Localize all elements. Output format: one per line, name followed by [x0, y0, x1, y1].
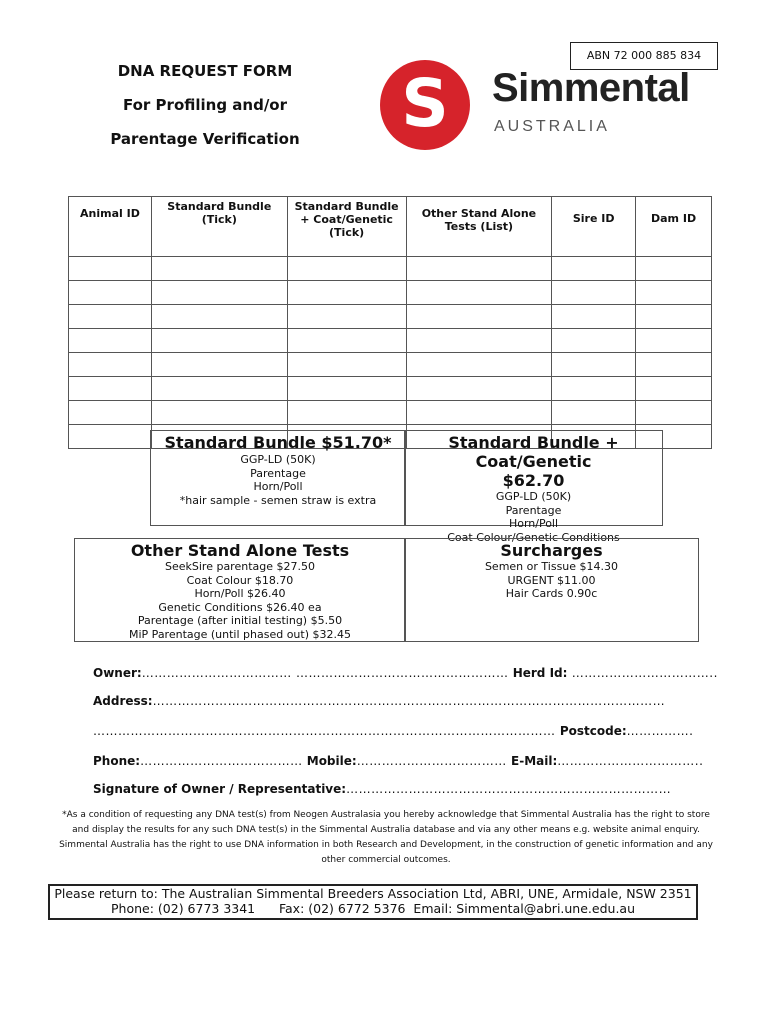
- table-cell[interactable]: [151, 353, 287, 377]
- address-label: Address:: [93, 694, 153, 708]
- list-item: GGP-LD (50K): [495, 490, 572, 503]
- table-cell[interactable]: [151, 377, 287, 401]
- surcharges-title: Surcharges: [500, 541, 603, 560]
- table-cell[interactable]: [69, 425, 152, 449]
- disclaimer-line: and display the results for any such DNA test(s) in the Simmental Australia database and via any other means e.g. website animal enquiry.: [72, 825, 700, 835]
- other-tests-title: Other Stand Alone Tests: [130, 541, 350, 560]
- mobile-field[interactable]: ………………………………: [356, 754, 512, 768]
- table-cell[interactable]: [287, 281, 406, 305]
- form-title: DNA REQUEST FORM: [117, 62, 293, 80]
- phone-field[interactable]: …………………………………: [140, 754, 303, 768]
- postcode-field[interactable]: …………….: [626, 724, 694, 738]
- return-address: Please return to: The Australian Simmental Breeders Association Ltd, ABRI, UNE, Armidale, NSW 2351: [54, 886, 692, 901]
- return-contact: Phone: (02) 6773 3341 Fax: (02) 6772 5376 Email: Simmental@abri.une.edu.au: [111, 901, 635, 916]
- table-cell[interactable]: [287, 305, 406, 329]
- email-field[interactable]: ……………………………..: [557, 754, 704, 768]
- coat-bundle-price: $62.70: [502, 471, 565, 490]
- table-cell[interactable]: [287, 257, 406, 281]
- herd-id-field[interactable]: ……………………………..: [567, 666, 718, 680]
- col-animal-id: Animal ID: [69, 197, 152, 257]
- table-cell[interactable]: [552, 401, 636, 425]
- table-cell[interactable]: [552, 329, 636, 353]
- table-cell[interactable]: [636, 281, 712, 305]
- table-cell[interactable]: [287, 329, 406, 353]
- postcode-label: Postcode:: [559, 724, 627, 738]
- table-cell[interactable]: [552, 257, 636, 281]
- return-address-box: [48, 884, 698, 920]
- table-row: [69, 353, 712, 377]
- table-cell[interactable]: [636, 257, 712, 281]
- address-row: [93, 694, 665, 708]
- list-item: Horn/Poll: [508, 517, 559, 530]
- list-item: MiP Parentage (until phased out) $32.45: [129, 627, 351, 641]
- table-row: [69, 329, 712, 353]
- address-line-2-row: [93, 724, 693, 738]
- table-cell[interactable]: [69, 257, 152, 281]
- col-coat-genetic: Standard Bundle + Coat/Genetic (Tick): [287, 197, 406, 257]
- table-row: [69, 257, 712, 281]
- animal-table: [68, 196, 712, 449]
- logo-wordmark: Simmental: [492, 66, 690, 110]
- list-item: *hair sample - semen straw is extra: [179, 493, 377, 507]
- table-cell[interactable]: [69, 377, 152, 401]
- table-cell[interactable]: [552, 305, 636, 329]
- table-cell[interactable]: [69, 305, 152, 329]
- table-cell[interactable]: [69, 353, 152, 377]
- table-cell[interactable]: [151, 305, 287, 329]
- standard-bundle-box: [150, 430, 406, 526]
- list-item: Parentage (after initial testing) $5.50: [137, 614, 343, 627]
- table-cell[interactable]: [69, 329, 152, 353]
- table-cell[interactable]: [552, 377, 636, 401]
- disclaimer: [36, 808, 736, 868]
- list-item: SeekSire parentage $27.50: [164, 560, 315, 573]
- phone-label: Phone:: [93, 754, 141, 768]
- signature-row: [93, 782, 671, 796]
- table-row: [69, 305, 712, 329]
- table-header-row: [69, 197, 712, 257]
- other-tests-box: [74, 538, 406, 642]
- coat-bundle-title: Standard Bundle + Coat/Genetic: [448, 433, 619, 471]
- list-item: Horn/Poll: [253, 480, 303, 493]
- herd-id-label: Herd Id:: [512, 666, 568, 680]
- contact-row: [93, 754, 703, 768]
- table-row: [69, 401, 712, 425]
- list-item: Parentage: [250, 466, 306, 480]
- list-item: Coat Colour/Genetic Conditions: [447, 530, 620, 544]
- table-cell[interactable]: [636, 329, 712, 353]
- disclaimer-line: other commercial outcomes.: [321, 855, 451, 865]
- logo-subtitle: AUSTRALIA: [494, 118, 610, 135]
- col-standard-bundle: Standard Bundle (Tick): [151, 197, 287, 257]
- address-line-2-field[interactable]: …………………………………………………………………………………………………: [93, 724, 560, 738]
- table-cell[interactable]: [151, 401, 287, 425]
- coat-genetic-bundle-box: [404, 430, 663, 544]
- table-cell[interactable]: [406, 257, 552, 281]
- table-cell[interactable]: [406, 353, 552, 377]
- table-cell[interactable]: [406, 377, 552, 401]
- owner-field[interactable]: ……………………………… ……………………………………………: [141, 666, 509, 680]
- table-cell[interactable]: [406, 329, 552, 353]
- table-cell[interactable]: [287, 377, 406, 401]
- table-cell[interactable]: [406, 281, 552, 305]
- standard-bundle-title: Standard Bundle $51.70*: [164, 433, 392, 452]
- list-item: Semen or Tissue $14.30: [484, 560, 619, 573]
- list-item: URGENT $11.00: [507, 573, 596, 587]
- table-row: [69, 281, 712, 305]
- list-item: Genetic Conditions $26.40 ea: [158, 600, 322, 614]
- list-item: GGP-LD (50K): [240, 453, 316, 466]
- table-cell[interactable]: [406, 305, 552, 329]
- col-other-tests: Other Stand Alone Tests (List): [406, 197, 552, 257]
- logo-letter: S: [401, 65, 449, 142]
- col-dam-id: Dam ID: [636, 197, 712, 257]
- address-field[interactable]: ……………………………………………………………………………………………………………: [152, 694, 666, 708]
- table-cell[interactable]: [406, 401, 552, 425]
- table-cell[interactable]: [287, 353, 406, 377]
- disclaimer-line: Simmental Australia has the right to use DNA information in both Research and Development, in the construction of genetic information and any: [59, 840, 713, 850]
- list-item: Coat Colour $18.70: [186, 573, 294, 587]
- owner-row: [93, 666, 718, 680]
- table-cell[interactable]: [69, 281, 152, 305]
- list-item: Parentage: [505, 503, 562, 517]
- table-cell[interactable]: [636, 401, 712, 425]
- table-cell[interactable]: [636, 305, 712, 329]
- list-item: Horn/Poll $26.40: [194, 587, 286, 600]
- signature-label: Signature of Owner / Representative:: [93, 782, 347, 796]
- owner-label: Owner:: [93, 666, 142, 680]
- list-item: Hair Cards 0.90c: [505, 587, 598, 600]
- table-cell[interactable]: [151, 329, 287, 353]
- abn-number: ABN 72 000 885 834: [570, 42, 718, 70]
- disclaimer-line: *As a condition of requesting any DNA test(s) from Neogen Australasia you hereby acknowledge that Simmental Australia has the right to store: [62, 810, 710, 820]
- form-subtitle-1: For Profiling and/or: [122, 96, 288, 114]
- table-cell[interactable]: [151, 281, 287, 305]
- table-cell[interactable]: [69, 401, 152, 425]
- form-subtitle-2: Parentage Verification: [110, 130, 300, 148]
- signature-field[interactable]: ……………………………………………………………………: [346, 782, 672, 796]
- table-row: [69, 377, 712, 401]
- simmental-logo: [380, 60, 720, 150]
- email-label: E-Mail:: [511, 754, 558, 768]
- col-sire-id: Sire ID: [552, 197, 636, 257]
- table-cell[interactable]: [636, 353, 712, 377]
- mobile-label: Mobile:: [306, 754, 357, 768]
- table-cell[interactable]: [151, 257, 287, 281]
- table-cell[interactable]: [552, 281, 636, 305]
- surcharges-box: [404, 538, 699, 642]
- table-cell[interactable]: [636, 377, 712, 401]
- table-cell[interactable]: [552, 353, 636, 377]
- table-cell[interactable]: [287, 401, 406, 425]
